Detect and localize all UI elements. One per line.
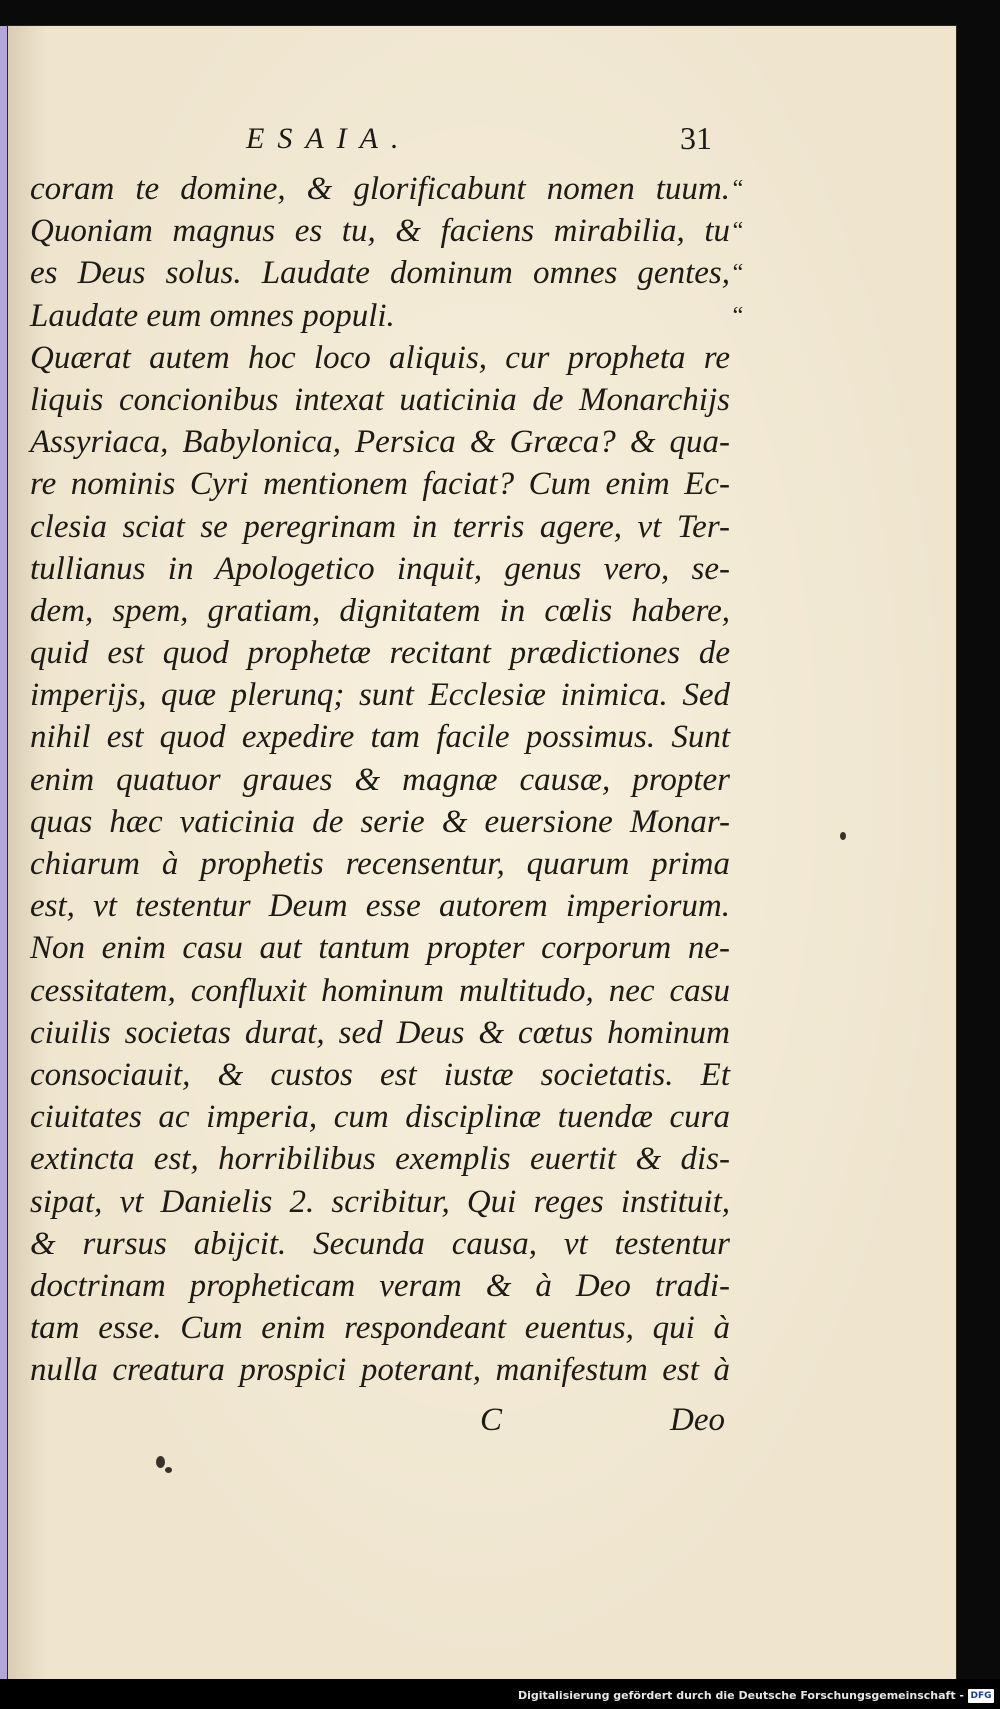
footer-bar — [0, 1679, 1000, 1709]
text-line: cessitatem, confluxit hominum multitudo, nec casu — [30, 972, 730, 1009]
text-line: Non enim casu aut tantum propter corporum ne- — [30, 930, 730, 967]
quote-mark: “ — [732, 218, 744, 245]
text-line: tam esse. Cum enim respondeant euentus, qui à — [30, 1310, 730, 1347]
text-line: doctrinam propheticam veram & à Deo tradi- — [30, 1267, 730, 1304]
text-line: re nominis Cyri mentionem faciat? Cum enim Ec- — [30, 466, 730, 503]
text-line: ciuilis societas durat, sed Deus & cœtus hominum — [30, 1014, 730, 1051]
dfg-logo: DFG — [968, 1689, 994, 1703]
text-line: quid est quod prophetæ recitant prædictiones de — [30, 635, 730, 672]
text-line: coram te domine, & glorificabunt nomen tuum. — [30, 171, 730, 207]
text-line: & rursus abijcit. Secunda causa, vt testentur — [30, 1225, 730, 1262]
marginal-quote-marks — [718, 168, 758, 337]
catchword: Deo — [670, 1402, 725, 1438]
quote-mark: “ — [732, 302, 744, 329]
text-line: quas hæc vaticinia de serie & euersione Monar- — [30, 803, 730, 840]
book-page — [8, 26, 956, 1679]
text-line: clesia sciat se peregrinam in terris agere, vt Ter- — [30, 508, 730, 545]
page-number: 31 — [680, 120, 712, 156]
text-line: est, vt testentur Deum esse autorem imperiorum. — [30, 888, 730, 925]
ink-speck — [840, 832, 846, 840]
text-line: tullianus in Apologetico inquit, genus vero, se- — [30, 550, 730, 587]
text-line: extincta est, horribilibus exemplis euertit & dis- — [30, 1141, 730, 1178]
running-title: ESAIA. — [246, 122, 412, 155]
funding-credit: Digitalisierung gefördert durch die Deutsche Forschungsgemeinschaft - — [517, 1689, 964, 1702]
signature-mark: C — [480, 1402, 503, 1438]
text-line: nulla creatura prospici poterant, manifestum est à — [30, 1352, 730, 1389]
text-line: dem, spem, gratiam, dignitatem in cœlis habere, — [30, 592, 730, 629]
text-line: sipat, vt Danielis 2. scribitur, Qui reges instituit, — [30, 1183, 730, 1220]
text-line: nihil est quod expedire tam facile possimus. Sunt — [30, 719, 730, 756]
text-line: imperijs, quæ plerunq; sunt Ecclesiæ inimica. Sed — [30, 677, 730, 714]
text-line: Laudate eum omnes populi. — [30, 297, 395, 334]
page-header — [8, 122, 956, 166]
page-footer — [8, 1402, 956, 1446]
text-line: ciuitates ac imperia, cum disciplinæ tuendæ cura — [30, 1099, 730, 1136]
text-line: enim quatuor graues & magnæ causæ, propter — [30, 761, 730, 798]
ink-speck — [165, 1467, 172, 1473]
ink-speck — [156, 1456, 165, 1468]
quote-mark: “ — [732, 260, 744, 287]
text-line: consociauit, & custos est iustæ societatis. Et — [30, 1056, 730, 1093]
text-line: es Deus solus. Laudate dominum omnes gentes, — [30, 255, 730, 292]
body-text — [30, 168, 730, 1391]
quote-mark: “ — [732, 176, 744, 202]
text-line: Quærat autem hoc loco aliquis, cur propheta re — [30, 339, 730, 376]
scan-edge-strip — [0, 26, 8, 1679]
text-line: liquis concionibus intexat uaticinia de Monarchijs — [30, 381, 730, 418]
text-line: chiarum à prophetis recensentur, quarum prima — [30, 846, 730, 882]
text-line: Quoniam magnus es tu, & faciens mirabilia, tu — [30, 213, 730, 250]
text-line: Assyriaca, Babylonica, Persica & Græca? & qua- — [30, 424, 730, 461]
